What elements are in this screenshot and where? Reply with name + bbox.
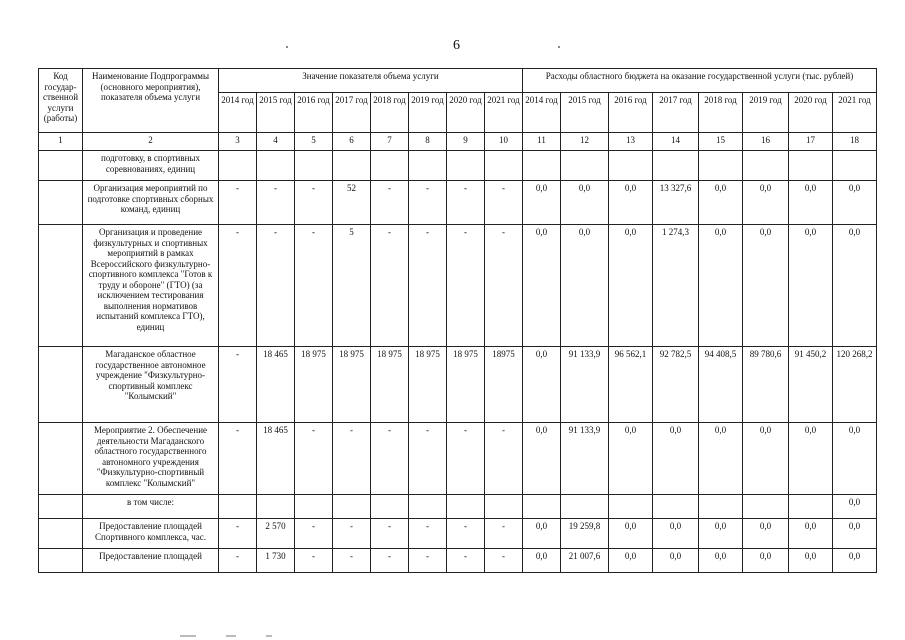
volume-cell: - bbox=[333, 519, 371, 549]
volume-year-header: 2014 год bbox=[219, 93, 257, 133]
volume-cell bbox=[295, 495, 333, 519]
volume-cell: - bbox=[295, 181, 333, 225]
volume-cell: 18 465 bbox=[257, 423, 295, 495]
expense-cell: 0,0 bbox=[833, 423, 877, 495]
volume-cell: - bbox=[485, 549, 523, 573]
expense-cell: 0,0 bbox=[523, 225, 561, 347]
expense-cell bbox=[523, 151, 561, 181]
expense-cell: 96 562,1 bbox=[609, 347, 653, 423]
expense-cell: 0,0 bbox=[523, 519, 561, 549]
volume-cell bbox=[371, 495, 409, 519]
volume-cell: - bbox=[257, 181, 295, 225]
row-code bbox=[39, 423, 83, 495]
row-code bbox=[39, 151, 83, 181]
volume-cell: 18 975 bbox=[295, 347, 333, 423]
volume-cell: - bbox=[333, 423, 371, 495]
volume-cell: - bbox=[409, 549, 447, 573]
expense-cell: 0,0 bbox=[789, 225, 833, 347]
expense-cell: 0,0 bbox=[789, 181, 833, 225]
column-number: 4 bbox=[257, 133, 295, 151]
expense-cell: 1 274,3 bbox=[653, 225, 699, 347]
expense-cell: 0,0 bbox=[653, 519, 699, 549]
column-number: 15 bbox=[699, 133, 743, 151]
volume-cell: - bbox=[371, 423, 409, 495]
expense-year-header: 2021 год bbox=[833, 93, 877, 133]
column-number: 18 bbox=[833, 133, 877, 151]
row-name: Магаданское областное государственное автономное учреждение "Физкультурно-спортивный комплекс "Колымский" bbox=[83, 347, 219, 423]
column-number: 1 bbox=[39, 133, 83, 151]
column-number: 12 bbox=[561, 133, 609, 151]
scan-edge-marks bbox=[0, 630, 905, 640]
volume-cell bbox=[447, 151, 485, 181]
volume-cell: 2 570 bbox=[257, 519, 295, 549]
expense-cell bbox=[653, 495, 699, 519]
volume-cell bbox=[371, 151, 409, 181]
expense-cell bbox=[699, 495, 743, 519]
volume-year-header: 2017 год bbox=[333, 93, 371, 133]
volume-cell: - bbox=[371, 225, 409, 347]
expense-cell: 0,0 bbox=[609, 181, 653, 225]
expense-cell: 91 133,9 bbox=[561, 423, 609, 495]
volume-cell: 18 465 bbox=[257, 347, 295, 423]
row-code bbox=[39, 549, 83, 573]
volume-cell bbox=[409, 495, 447, 519]
volume-year-header: 2015 год bbox=[257, 93, 295, 133]
column-number: 11 bbox=[523, 133, 561, 151]
expense-cell: 0,0 bbox=[743, 181, 789, 225]
volume-cell: - bbox=[371, 181, 409, 225]
column-number: 7 bbox=[371, 133, 409, 151]
volume-cell: 18 975 bbox=[447, 347, 485, 423]
column-number: 3 bbox=[219, 133, 257, 151]
volume-year-header: 2019 год bbox=[409, 93, 447, 133]
row-code bbox=[39, 347, 83, 423]
column-number: 2 bbox=[83, 133, 219, 151]
volume-cell bbox=[485, 151, 523, 181]
expense-cell: 21 007,6 bbox=[561, 549, 609, 573]
expense-cell: 0,0 bbox=[609, 549, 653, 573]
expense-cell: 0,0 bbox=[523, 549, 561, 573]
table-row bbox=[39, 347, 877, 423]
expense-cell bbox=[833, 151, 877, 181]
volume-cell: 5 bbox=[333, 225, 371, 347]
page-number: 6 bbox=[453, 38, 460, 53]
volume-cell: - bbox=[295, 423, 333, 495]
table-row bbox=[39, 225, 877, 347]
volume-cell: - bbox=[409, 225, 447, 347]
volume-cell: - bbox=[485, 423, 523, 495]
volume-cell: - bbox=[257, 225, 295, 347]
column-number: 5 bbox=[295, 133, 333, 151]
row-name: подготовку, в спортивных соревнованиях, единиц bbox=[83, 151, 219, 181]
volume-cell: - bbox=[447, 225, 485, 347]
volume-cell: 18 975 bbox=[409, 347, 447, 423]
expense-table bbox=[38, 68, 877, 573]
expense-year-header: 2014 год bbox=[523, 93, 561, 133]
expense-cell: 0,0 bbox=[653, 549, 699, 573]
expense-cell bbox=[743, 495, 789, 519]
expense-year-header: 2018 год bbox=[699, 93, 743, 133]
volume-cell bbox=[485, 495, 523, 519]
expense-cell: 94 408,5 bbox=[699, 347, 743, 423]
expense-cell: 0,0 bbox=[699, 519, 743, 549]
header-expense-group: Расходы областного бюджета на оказание государственной услуги (тыс. рублей) bbox=[523, 69, 877, 93]
volume-year-header: 2020 год bbox=[447, 93, 485, 133]
expense-year-header: 2016 год bbox=[609, 93, 653, 133]
volume-cell: - bbox=[295, 225, 333, 347]
volume-cell: - bbox=[409, 181, 447, 225]
expense-cell bbox=[609, 495, 653, 519]
expense-year-header: 2020 год bbox=[789, 93, 833, 133]
expense-cell: 0,0 bbox=[743, 549, 789, 573]
column-number: 8 bbox=[409, 133, 447, 151]
volume-cell: - bbox=[485, 519, 523, 549]
expense-cell: 0,0 bbox=[609, 225, 653, 347]
volume-cell: - bbox=[409, 423, 447, 495]
volume-cell: - bbox=[447, 549, 485, 573]
expense-cell: 0,0 bbox=[833, 519, 877, 549]
volume-cell: 52 bbox=[333, 181, 371, 225]
expense-cell: 0,0 bbox=[789, 549, 833, 573]
column-number: 17 bbox=[789, 133, 833, 151]
row-code bbox=[39, 519, 83, 549]
expense-cell: 0,0 bbox=[699, 423, 743, 495]
volume-cell: - bbox=[295, 549, 333, 573]
volume-cell bbox=[333, 495, 371, 519]
volume-cell: - bbox=[447, 423, 485, 495]
expense-year-header: 2019 год bbox=[743, 93, 789, 133]
volume-cell: - bbox=[371, 519, 409, 549]
expense-cell: 0,0 bbox=[789, 423, 833, 495]
volume-cell: 18975 bbox=[485, 347, 523, 423]
expense-year-header: 2015 год bbox=[561, 93, 609, 133]
volume-cell: - bbox=[409, 519, 447, 549]
volume-cell: - bbox=[485, 225, 523, 347]
row-name: Мероприятие 2. Обеспечение деятельности Магаданского областного государственного автономного учреждения "Физкультурно-спортивный комплекс "Колымский" bbox=[83, 423, 219, 495]
expense-cell bbox=[789, 151, 833, 181]
row-code bbox=[39, 181, 83, 225]
expense-cell: 0,0 bbox=[833, 181, 877, 225]
volume-cell: - bbox=[219, 519, 257, 549]
row-name: Организация мероприятий по подготовке спортивных сборных команд, единиц bbox=[83, 181, 219, 225]
volume-year-header: 2016 год bbox=[295, 93, 333, 133]
table-row bbox=[39, 495, 877, 519]
header-volume-group: Значение показателя объема услуги bbox=[219, 69, 523, 93]
volume-cell: - bbox=[447, 519, 485, 549]
column-number: 14 bbox=[653, 133, 699, 151]
volume-cell: - bbox=[333, 549, 371, 573]
volume-cell: - bbox=[219, 549, 257, 573]
volume-cell: - bbox=[371, 549, 409, 573]
volume-cell bbox=[219, 151, 257, 181]
expense-year-header: 2017 год bbox=[653, 93, 699, 133]
volume-year-header: 2018 год bbox=[371, 93, 409, 133]
expense-cell: 0,0 bbox=[561, 225, 609, 347]
expense-cell: 89 780,6 bbox=[743, 347, 789, 423]
header-name: Наименование Подпрограммы (основного мероприятия), показателя объема услуги bbox=[83, 69, 219, 133]
volume-cell bbox=[447, 495, 485, 519]
table-row bbox=[39, 423, 877, 495]
header-code: Код государ-ственной услуги (работы) bbox=[39, 69, 83, 133]
expense-cell: 0,0 bbox=[561, 181, 609, 225]
expense-cell bbox=[561, 151, 609, 181]
expense-cell: 91 133,9 bbox=[561, 347, 609, 423]
volume-cell: - bbox=[219, 181, 257, 225]
expense-cell: 0,0 bbox=[653, 423, 699, 495]
column-number: 9 bbox=[447, 133, 485, 151]
volume-cell: - bbox=[219, 423, 257, 495]
volume-year-header: 2021 год bbox=[485, 93, 523, 133]
expense-cell: 0,0 bbox=[699, 549, 743, 573]
volume-cell bbox=[295, 151, 333, 181]
volume-cell: 18 975 bbox=[371, 347, 409, 423]
volume-cell: - bbox=[447, 181, 485, 225]
expense-cell bbox=[609, 151, 653, 181]
expense-cell: 120 268,2 bbox=[833, 347, 877, 423]
volume-cell: - bbox=[485, 181, 523, 225]
expense-cell: 91 450,2 bbox=[789, 347, 833, 423]
expense-cell: 0,0 bbox=[743, 519, 789, 549]
volume-cell: 1 730 bbox=[257, 549, 295, 573]
expense-cell: 0,0 bbox=[833, 225, 877, 347]
expense-cell: 19 259,8 bbox=[561, 519, 609, 549]
volume-cell bbox=[409, 151, 447, 181]
expense-cell bbox=[523, 495, 561, 519]
row-name: в том числе: bbox=[83, 495, 219, 519]
volume-cell bbox=[219, 495, 257, 519]
row-name: Предоставление площадей bbox=[83, 549, 219, 573]
expense-cell: 13 327,6 bbox=[653, 181, 699, 225]
row-code bbox=[39, 225, 83, 347]
volume-cell: - bbox=[219, 225, 257, 347]
header-row-1 bbox=[39, 69, 877, 93]
expense-cell: 0,0 bbox=[523, 423, 561, 495]
column-number-row bbox=[39, 133, 877, 151]
table-row bbox=[39, 549, 877, 573]
row-name: Организация и проведение физкультурных и спортивных мероприятий в рамках Всероссийского физкультурно-спортивного комплекса "Готов к труду и обороне" (ГТО) (за исключением тестирования выполнения нормативов испытаний комплекса ГТО), единиц bbox=[83, 225, 219, 347]
expense-cell: 0,0 bbox=[743, 423, 789, 495]
expense-cell bbox=[743, 151, 789, 181]
expense-cell: 0,0 bbox=[789, 519, 833, 549]
expense-cell: 0,0 bbox=[523, 347, 561, 423]
expense-cell bbox=[653, 151, 699, 181]
column-number: 6 bbox=[333, 133, 371, 151]
expense-cell: 0,0 bbox=[833, 495, 877, 519]
expense-cell bbox=[561, 495, 609, 519]
column-number: 10 bbox=[485, 133, 523, 151]
table-row bbox=[39, 181, 877, 225]
column-number: 13 bbox=[609, 133, 653, 151]
table-row bbox=[39, 519, 877, 549]
expense-cell: 0,0 bbox=[523, 181, 561, 225]
expense-cell bbox=[699, 151, 743, 181]
scan-speck bbox=[558, 46, 560, 48]
volume-cell: 18 975 bbox=[333, 347, 371, 423]
expense-cell: 0,0 bbox=[609, 423, 653, 495]
expense-cell: 0,0 bbox=[833, 549, 877, 573]
volume-cell bbox=[257, 495, 295, 519]
column-number: 16 bbox=[743, 133, 789, 151]
row-code bbox=[39, 495, 83, 519]
table-row bbox=[39, 151, 877, 181]
volume-cell: - bbox=[219, 347, 257, 423]
expense-cell: 0,0 bbox=[609, 519, 653, 549]
expense-cell: 0,0 bbox=[699, 181, 743, 225]
row-name: Предоставление площадей Спортивного комплекса, час. bbox=[83, 519, 219, 549]
expense-cell: 0,0 bbox=[699, 225, 743, 347]
scan-speck bbox=[286, 46, 288, 48]
volume-cell bbox=[333, 151, 371, 181]
expense-cell: 92 782,5 bbox=[653, 347, 699, 423]
volume-cell bbox=[257, 151, 295, 181]
expense-cell bbox=[789, 495, 833, 519]
volume-cell: - bbox=[295, 519, 333, 549]
expense-cell: 0,0 bbox=[743, 225, 789, 347]
